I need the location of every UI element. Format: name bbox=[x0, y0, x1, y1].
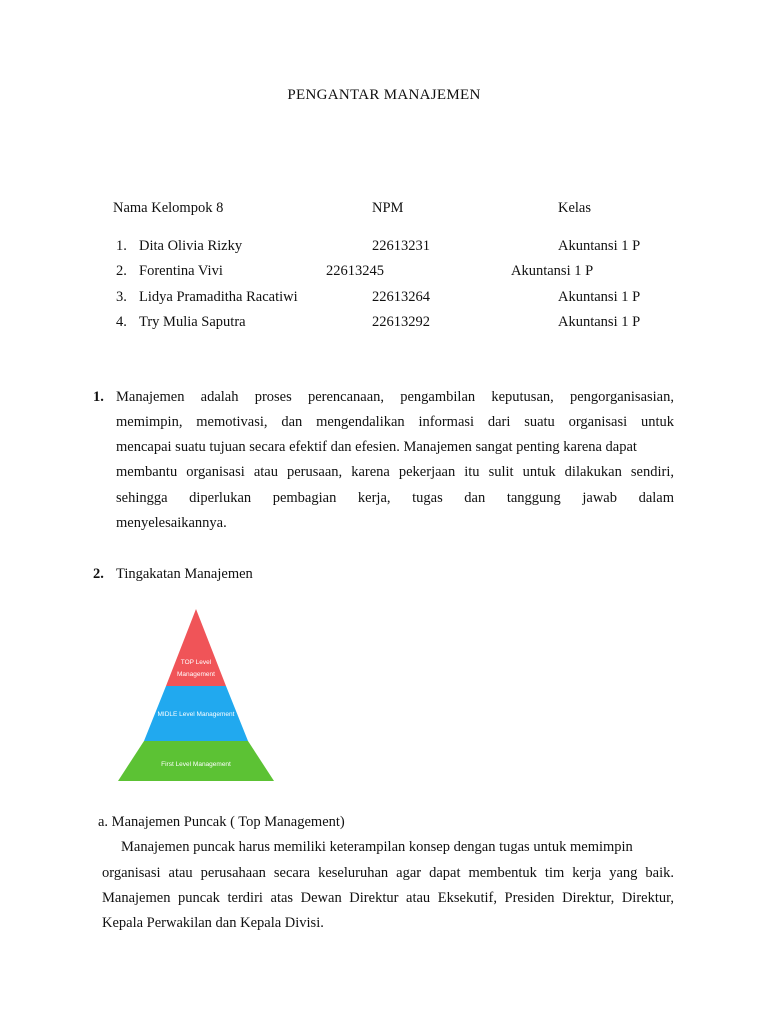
section-2-number: 2. bbox=[93, 566, 104, 582]
section-1-line: mencapai suatu tujuan secara efektif dan efesien. Manajemen sangat penting karena dapat bbox=[116, 439, 637, 455]
row-name: Try Mulia Saputra bbox=[139, 314, 246, 330]
row-npm: 22613264 bbox=[372, 289, 430, 305]
document-title: PENGANTAR MANAJEMEN bbox=[287, 87, 481, 103]
row-npm: 22613231 bbox=[372, 238, 430, 254]
row-number: 4. bbox=[116, 314, 127, 330]
section-2-heading: Tingakatan Manajemen bbox=[116, 566, 253, 582]
section-1-line: Manajemen adalah proses perencanaan, pengambilan keputusan, pengorganisasian, bbox=[116, 389, 674, 405]
row-number: 1. bbox=[116, 238, 127, 254]
row-npm: 22613245 bbox=[326, 263, 384, 279]
pyramid-top-label-2: Management bbox=[177, 671, 215, 678]
row-number: 3. bbox=[116, 289, 127, 305]
subsection-a-line: organisasi atau perusahaan secara keseluruhan agar dapat membentuk tim kerja yang baik. bbox=[102, 865, 674, 881]
header-kelas: Kelas bbox=[558, 200, 592, 216]
header-nama: Nama Kelompok 8 bbox=[113, 200, 224, 216]
row-name: Forentina Vivi bbox=[139, 263, 223, 279]
row-kelas: Akuntansi 1 P bbox=[558, 238, 641, 254]
row-number: 2. bbox=[116, 263, 127, 279]
management-pyramid-diagram bbox=[115, 605, 277, 783]
row-npm: 22613292 bbox=[372, 314, 430, 330]
subsection-a-line: Manajemen puncak terdiri atas Dewan Direktur atau Eksekutif, Presiden Direktur, Direktur, bbox=[102, 890, 674, 906]
row-kelas: Akuntansi 1 P bbox=[558, 314, 641, 330]
section-1-line: menyelesaikannya. bbox=[116, 515, 227, 531]
section-1-number: 1. bbox=[93, 389, 104, 405]
header-npm: NPM bbox=[372, 200, 404, 216]
row-kelas: Akuntansi 1 P bbox=[511, 263, 594, 279]
subsection-a-heading: a. Manajemen Puncak ( Top Management) bbox=[98, 814, 345, 830]
section-1-line: memimpin, memotivasi, dan mengendalikan informasi dari suatu organisasi untuk bbox=[116, 414, 674, 430]
section-1-line: membantu organisasi atau perusaan, karena pekerjaan itu sulit untuk dilakukan sendiri, bbox=[116, 464, 674, 480]
pyramid-top-label-1: TOP Level bbox=[180, 659, 212, 666]
pyramid-middle-label: MIDLE Level Management bbox=[157, 711, 235, 718]
row-name: Dita Olivia Rizky bbox=[139, 238, 243, 254]
pyramid-bottom-label: First Level Management bbox=[161, 761, 231, 768]
subsection-a-line: Manajemen puncak harus memiliki keterampilan konsep dengan tugas untuk memimpin bbox=[121, 839, 633, 855]
row-name: Lidya Pramaditha Racatiwi bbox=[139, 289, 298, 305]
row-kelas: Akuntansi 1 P bbox=[558, 289, 641, 305]
subsection-a-line: Kepala Perwakilan dan Kepala Divisi. bbox=[102, 915, 324, 931]
section-1-line: sehingga diperlukan pembagian kerja, tugas dan tanggung jawab dalam bbox=[116, 490, 674, 506]
